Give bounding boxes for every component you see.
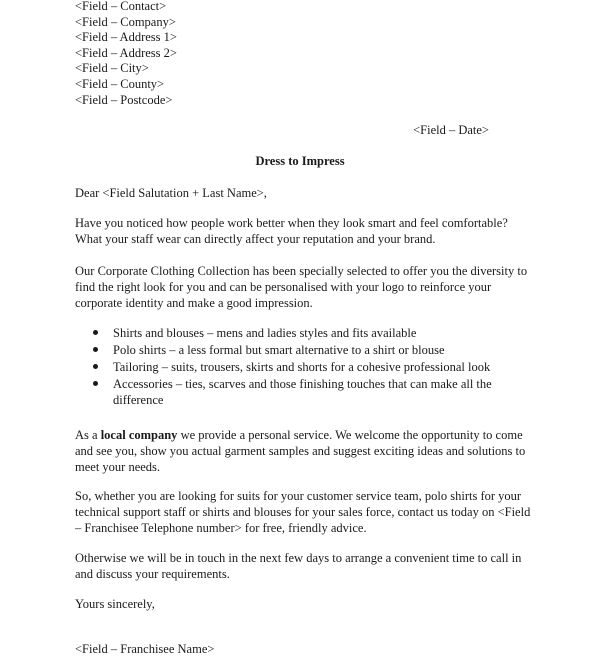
bullet-line: Accessories – ties, scarves and those finishing touches that can make all the xyxy=(113,377,492,391)
letter-title: Dress to Impress xyxy=(255,154,345,168)
paragraph-line: corporate identity and make a good impression. xyxy=(75,296,313,310)
letter-date: <Field – Date> xyxy=(413,123,489,137)
recipient-address-block xyxy=(75,0,177,108)
bullet-line: Polo shirts – a less formal but smart alternative to a shirt or blouse xyxy=(113,343,445,357)
bullet-item-shirts xyxy=(0,325,600,341)
signoff xyxy=(75,641,545,657)
paragraph-line xyxy=(75,427,545,443)
paragraph-line: – Franchisee Telephone number> for free, friendly advice. xyxy=(75,521,367,535)
bullet-dot-icon xyxy=(93,364,98,369)
address-contact: <Field – Contact> xyxy=(75,0,167,13)
paragraph-text: we provide a personal service. We welcome the opportunity to come xyxy=(177,428,523,442)
paragraph-line: Our Corporate Clothing Collection has been specially selected to offer you the diversity to xyxy=(75,264,528,278)
paragraph-line: What your staff wear can directly affect your reputation and your brand. xyxy=(75,232,436,246)
paragraph-line: find the right look for you and can be personalised with your logo to reinforce your xyxy=(75,280,492,294)
bullet-dot-icon xyxy=(93,330,98,335)
paragraph-line: Have you noticed how people work better when they look smart and feel comfortable? xyxy=(75,216,508,230)
address-county: <Field – County> xyxy=(75,76,165,91)
bullet-dot-icon xyxy=(93,347,98,352)
closing-text: Yours sincerely, xyxy=(75,597,155,611)
signoff-name: <Field – Franchisee Name> xyxy=(75,642,215,656)
address-line-1: <Field – Address 1> xyxy=(75,30,177,45)
address-line-2: <Field – Address 2> xyxy=(75,45,177,60)
bullet-text xyxy=(113,325,416,341)
address-city: <Field – City> xyxy=(75,61,149,76)
paragraph-contact xyxy=(75,488,545,536)
paragraph-line: So, whether you are looking for suits for your customer service team, polo shirts for your xyxy=(75,489,522,503)
bullet-text xyxy=(113,342,445,358)
paragraph-collection xyxy=(75,263,545,311)
paragraph-line: technical support staff or shirts and blouses for your sales force, contact us today on <Field xyxy=(75,505,531,519)
paragraph-line: meet your needs. xyxy=(75,460,161,474)
bullet-dot-icon xyxy=(93,381,98,386)
paragraph-line: Otherwise we will be in touch in the next few days to arrange a convenient time to call in xyxy=(75,551,522,565)
address-company: <Field – Company> xyxy=(75,14,176,29)
bullet-item-tailoring xyxy=(0,359,600,375)
product-bullet-list xyxy=(0,325,600,409)
closing xyxy=(75,596,545,612)
paragraph-line: and see you, show you actual garment samples and suggest exciting ideas and solutions to xyxy=(75,444,526,458)
bullet-line: difference xyxy=(113,393,164,407)
paragraph-line: and discuss your requirements. xyxy=(75,567,230,581)
paragraph-text: As a xyxy=(75,428,101,442)
address-postcode: <Field – Postcode> xyxy=(75,92,173,107)
paragraph-intro xyxy=(75,215,545,247)
bullet-item-polo xyxy=(0,342,600,358)
salutation xyxy=(75,185,545,201)
bold-local-company: local company xyxy=(100,428,178,442)
bullet-text xyxy=(113,359,490,375)
bullet-text xyxy=(113,376,492,408)
salutation-text: Dear <Field Salutation + Last Name>, xyxy=(75,186,267,200)
paragraph-follow-up xyxy=(75,550,545,582)
bullet-line: Tailoring – suits, trousers, skirts and shorts for a cohesive professional look xyxy=(113,360,491,374)
paragraph-local-company xyxy=(75,427,545,475)
bullet-line: Shirts and blouses – mens and ladies styles and fits available xyxy=(113,326,417,340)
bullet-item-accessories xyxy=(0,376,600,408)
